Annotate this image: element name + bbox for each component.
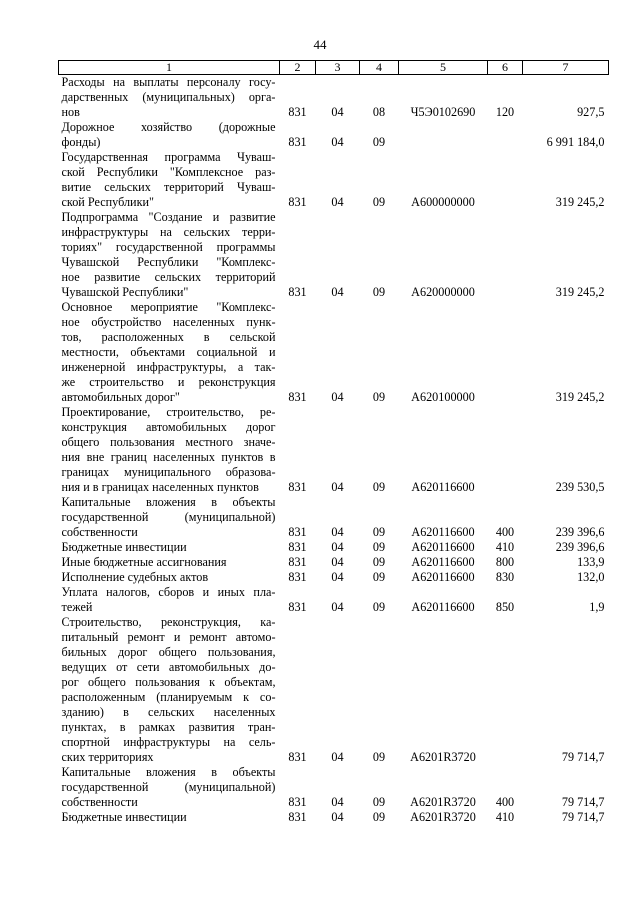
description-line: конструкция автомобильных дорог	[61, 420, 276, 434]
description-line: ния и в границах населенных пунктов	[61, 480, 259, 494]
expense-type-code: 800	[495, 555, 515, 569]
table-row	[59, 75, 609, 121]
row-description	[59, 810, 280, 825]
table-row	[59, 570, 609, 585]
target-article-code	[399, 120, 488, 150]
row-description	[59, 540, 280, 555]
section-code: 04	[331, 480, 344, 494]
row-description	[59, 555, 280, 570]
expense-type-code: 400	[495, 525, 515, 539]
description-line: нов	[61, 105, 80, 119]
header-row	[59, 61, 609, 75]
amount: 133,9	[577, 555, 605, 569]
expense-type-code: 400	[495, 795, 515, 809]
description-line: Бюджетные инвестиции	[61, 810, 187, 824]
amount: 239 396,6	[555, 540, 605, 554]
ministry-code: 831	[288, 810, 307, 824]
description-line: Иные бюджетные ассигнования	[61, 555, 227, 569]
section-code: 04	[331, 525, 344, 539]
section-code: 04	[331, 795, 344, 809]
section-code: 04	[331, 750, 344, 764]
target-article-code: А620100000	[411, 390, 475, 404]
description-line: собственности	[61, 795, 138, 809]
description-line: Государственная программа Чуваш-	[61, 150, 276, 164]
expense-type-code	[488, 210, 523, 300]
description-line: Капитальные вложения в объекты	[61, 765, 276, 779]
ministry-code: 831	[288, 195, 307, 209]
ministry-code: 831	[288, 570, 307, 584]
section-code: 04	[331, 105, 344, 119]
row-description	[59, 570, 280, 585]
description-line: ских территориях	[61, 750, 154, 764]
section-code: 04	[331, 195, 344, 209]
row-description	[59, 585, 280, 615]
description-line: спортной инфраструктуры на сель-	[61, 735, 276, 749]
description-line: дарственных (муниципальных) орга-	[61, 90, 276, 104]
row-description	[59, 210, 280, 300]
ministry-code: 831	[288, 135, 307, 149]
description-line: государственной (муниципальной)	[61, 510, 276, 524]
description-line: государственной (муниципальной)	[61, 780, 276, 794]
row-description	[59, 75, 280, 121]
target-article-code: А620116600	[411, 555, 475, 569]
target-article-code: А600000000	[411, 195, 475, 209]
description-line: тежей	[61, 600, 93, 614]
table-row	[59, 765, 609, 810]
description-line: Исполнение судебных актов	[61, 570, 209, 584]
section-code: 04	[331, 285, 344, 299]
section-code: 04	[331, 555, 344, 569]
subsection-code: 09	[372, 525, 386, 539]
description-line: инженерной инфраструктуры, а так-	[61, 360, 276, 374]
table-row	[59, 615, 609, 765]
table-row	[59, 495, 609, 540]
description-line: Основное мероприятие "Комплекс-	[61, 300, 276, 314]
description-line: ской Республики"	[61, 195, 154, 209]
description-line: Уплата налогов, сборов и иных пла-	[61, 585, 276, 599]
description-line: общего пользования местного значе-	[61, 435, 276, 449]
description-line: тов, расположенных в сельской	[61, 330, 276, 344]
amount: 1,9	[589, 600, 605, 614]
subsection-code: 09	[372, 195, 386, 209]
table-row	[59, 210, 609, 300]
description-line: ния вне границ населенных пунктов в	[61, 450, 276, 464]
description-line: Бюджетные инвестиции	[61, 540, 187, 554]
description-line: зданию) в сельских населенных	[61, 705, 276, 719]
column-header-4: 4	[360, 61, 399, 75]
amount: 79 714,7	[561, 750, 605, 764]
row-description	[59, 495, 280, 540]
target-article-code: А620116600	[411, 600, 475, 614]
row-description	[59, 300, 280, 405]
description-line: ведущих от сети автомобильных до-	[61, 660, 276, 674]
expense-type-code	[488, 405, 523, 495]
subsection-code: 09	[372, 600, 386, 614]
description-line: инфраструктуры на сельских терри-	[61, 225, 276, 239]
description-line: границах муниципального образова-	[61, 465, 276, 479]
description-line: Дорожное хозяйство (дорожные	[61, 120, 276, 134]
description-line: Чувашской Республики"	[61, 285, 189, 299]
subsection-code: 09	[372, 795, 386, 809]
table-row	[59, 120, 609, 150]
description-line: пунктах, в рамках развития тран-	[61, 720, 276, 734]
amount: 79 714,7	[561, 795, 605, 809]
column-header-1: 1	[59, 61, 280, 75]
section-code: 04	[331, 600, 344, 614]
description-line: Проектирование, строительство, ре-	[61, 405, 276, 419]
description-line: Капитальные вложения в объекты	[61, 495, 276, 509]
description-line: расположенным (планируемым к со-	[61, 690, 276, 704]
subsection-code: 09	[372, 540, 386, 554]
description-line: местности, объектами социальной и	[61, 345, 276, 359]
description-line: Подпрограмма "Создание и развитие	[61, 210, 276, 224]
amount: 132,0	[577, 570, 605, 584]
column-header-6: 6	[488, 61, 523, 75]
target-article-code: А620116600	[411, 480, 475, 494]
table-row	[59, 540, 609, 555]
target-article-code: А620116600	[411, 525, 475, 539]
subsection-code: 09	[372, 570, 386, 584]
amount: 239 530,5	[555, 480, 605, 494]
description-line: Строительство, реконструкция, ка-	[61, 615, 276, 629]
subsection-code: 09	[372, 555, 386, 569]
expense-type-code: 410	[495, 540, 515, 554]
amount: 239 396,6	[555, 525, 605, 539]
description-line: Чувашской Республики "Комплекс-	[61, 255, 276, 269]
budget-table	[58, 60, 609, 825]
subsection-code: 09	[372, 810, 386, 824]
target-article-code: А620116600	[411, 570, 475, 584]
ministry-code: 831	[288, 600, 307, 614]
page-number: 44	[313, 37, 327, 52]
target-article-code: Ч5Э0102690	[410, 105, 476, 119]
description-line: ное обустройство населенных пунк-	[61, 315, 276, 329]
description-line: автомобильных дорог"	[61, 390, 180, 404]
section-code: 04	[331, 540, 344, 554]
ministry-code: 831	[288, 105, 307, 119]
target-article-code: А6201R3720	[410, 795, 476, 809]
row-description	[59, 615, 280, 765]
ministry-code: 831	[288, 750, 307, 764]
subsection-code: 08	[372, 105, 386, 119]
description-line: фонды)	[61, 135, 101, 149]
row-description	[59, 765, 280, 810]
amount: 319 245,2	[555, 195, 605, 209]
target-article-code: А6201R3720	[410, 750, 476, 764]
amount: 319 245,2	[555, 285, 605, 299]
section-code: 04	[331, 135, 344, 149]
table-row	[59, 405, 609, 495]
column-header-2: 2	[280, 61, 316, 75]
description-line: же строительство и реконструкция	[61, 375, 276, 389]
subsection-code: 09	[372, 285, 386, 299]
table-row	[59, 150, 609, 210]
table-row	[59, 585, 609, 615]
target-article-code: А620116600	[411, 540, 475, 554]
subsection-code: 09	[372, 480, 386, 494]
subsection-code: 09	[372, 390, 386, 404]
expense-type-code: 410	[495, 810, 515, 824]
ministry-code: 831	[288, 390, 307, 404]
description-line: рог общего пользования к объектам,	[61, 675, 276, 689]
table-row	[59, 810, 609, 825]
ministry-code: 831	[288, 795, 307, 809]
description-line: питальный ремонт и ремонт автомо-	[61, 630, 276, 644]
column-header-7: 7	[523, 61, 609, 75]
expense-type-code: 850	[495, 600, 515, 614]
description-line: ториях" государственной программы	[61, 240, 276, 254]
expense-type-code	[488, 615, 523, 765]
expense-type-code	[488, 120, 523, 150]
section-code: 04	[331, 810, 344, 824]
subsection-code: 09	[372, 135, 386, 149]
ministry-code: 831	[288, 285, 307, 299]
target-article-code: А6201R3720	[410, 810, 476, 824]
ministry-code: 831	[288, 480, 307, 494]
section-code: 04	[331, 570, 344, 584]
amount: 319 245,2	[555, 390, 605, 404]
description-line: ное развитие сельских территорий	[61, 270, 276, 284]
row-description	[59, 120, 280, 150]
expense-type-code: 120	[495, 105, 515, 119]
ministry-code: 831	[288, 555, 307, 569]
description-line: бильных дорог общего пользования,	[61, 645, 276, 659]
description-line: собственности	[61, 525, 138, 539]
expense-type-code	[488, 300, 523, 405]
ministry-code: 831	[288, 525, 307, 539]
subsection-code: 09	[372, 750, 386, 764]
amount: 79 714,7	[561, 810, 605, 824]
description-line: ской Республики "Комплексное раз-	[61, 165, 276, 179]
expense-type-code: 830	[495, 570, 515, 584]
expense-type-code	[488, 150, 523, 210]
table-row	[59, 300, 609, 405]
column-header-5: 5	[399, 61, 488, 75]
target-article-code: А620000000	[411, 285, 475, 299]
amount: 927,5	[577, 105, 605, 119]
description-line: Расходы на выплаты персоналу госу-	[61, 75, 276, 89]
row-description	[59, 150, 280, 210]
ministry-code: 831	[288, 540, 307, 554]
amount: 6 991 184,0	[546, 135, 605, 149]
section-code: 04	[331, 390, 344, 404]
table-row	[59, 555, 609, 570]
row-description	[59, 405, 280, 495]
column-header-3: 3	[316, 61, 360, 75]
description-line: витие сельских территорий Чуваш-	[61, 180, 276, 194]
